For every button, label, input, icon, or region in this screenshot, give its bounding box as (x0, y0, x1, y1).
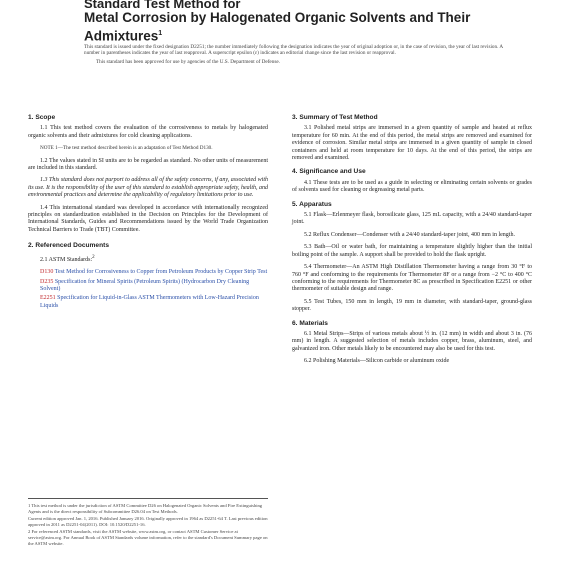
dod-approval-note: This standard has been approved for use by agencies of the U.S. Department of Defense. (96, 59, 280, 66)
document-title (84, 0, 524, 45)
reference-item[interactable] (40, 295, 268, 310)
footnote-1: 1 This test method is under the jurisdiction of ASTM Committee D26 on Halogenated Organic Solvents and Fire Extinguishing Agents and is the direct responsibility of Subcommittee D26.04 on Test Methods. (28, 503, 263, 514)
reference-title: Specification for Mineral Spirits (Petroleum Spirits) (Hydrocarbon Dry Cleaning Solvent) (40, 278, 250, 292)
section-materials-heading: 6. Materials (292, 319, 328, 327)
right-column (292, 114, 532, 371)
section-referenced-documents-heading: 2. Referenced Documents (28, 242, 109, 250)
paragraph-5-4: 5.4 Thermometer—An ASTM High Distillation Thermometer having a range from 30 °F to 760 °F and conforming to the requirements for Thermometer 8F or a range from −2 °C to 400 °C conforming to the requirements for Thermometer 8C as prescribed in Specification E2251 or other thermometer of suitable design and range. (292, 264, 532, 293)
reference-code: D235 (40, 278, 54, 285)
paragraph-1-4: 1.4 This international standard was developed in accordance with internationally recognized principles on standardization established in the Decision on Principles for the Development of International Standards, Guides and Recommendations issued by the World Trade Organization Technical Barriers to Trade (TBT) Committee. (28, 204, 268, 233)
footnotes (28, 498, 268, 548)
paragraph-3-1: 3.1 Polished metal strips are immersed in a given quantity of sample and heated at reflux temperature for 60 min. At the end of this period, the metal strips are removed and examined for evidence of corrosion. Similar metal strips are immersed in a given quantity of sample in closed containers and held at room temperature for 10 days. At the end of this period, the strips are removed and examined. (292, 125, 532, 162)
footnote-1-edition: Current edition approved Jan. 1, 2016. Published January 2016. Originally approved in 1964 as D2251-64 T. Last previous edition approved in 2011 as D2251-04(2011). DOI: 10.1520/D2251-16. (28, 516, 268, 527)
reference-list (40, 269, 268, 310)
paragraph-6-2: 6.2 Polishing Materials—Silicon carbide or aluminum oxide (304, 358, 450, 365)
paragraph-5-1: 5.1 Flask—Erlenmeyer flask, borosilicate glass, 125 mL capacity, with a 24/40 standard-taper joint. (292, 212, 532, 226)
reference-item[interactable] (40, 279, 268, 294)
section-summary-heading: 3. Summary of Test Method (292, 114, 378, 121)
title-footnote-marker: 1 (158, 30, 163, 37)
reference-title: Test Method for Corrosiveness to Copper from Petroleum Products by Copper Strip Test (54, 269, 268, 276)
footnote-2: 2 For referenced ASTM standards, visit the ASTM website, www.astm.org, or contact ASTM Customer Service at service@astm.org. For Annual Book of ASTM Standards volume information, refer to the standard's Document Summary page on the ASTM website. (28, 529, 268, 546)
title-main-line-2: Admixtures$^1$ (84, 28, 163, 44)
section-apparatus-heading: 5. Apparatus (292, 200, 332, 208)
title-main-line: Metal Corrosion by Halogenated Organic Solvents and Their (84, 10, 471, 25)
paragraph-1-1: 1.1 This test method covers the evaluation of the corrosiveness to metals by halogenated organic solvents and their admixtures for cold cleaning applications. (28, 125, 268, 139)
paragraph-2-1: 2.1 ASTM Standards:$^2$ (40, 254, 95, 263)
left-column (28, 114, 268, 313)
title-prefix: Standard Test Method for (84, 0, 241, 11)
section-scope-heading: 1. Scope (28, 114, 56, 121)
paragraph-4-1: 4.1 These tests are to be used as a guide in selecting or eliminating certain solvents or grades of solvents used for cleaning or degreasing metal parts. (292, 179, 532, 194)
paragraph-1-2: 1.2 The values stated in SI units are to be regarded as standard. No other units of measurement are included in this standard. (28, 157, 268, 172)
designation-note: This standard is issued under the fixed designation D2251; the number immediately following the designation indicates the year of original adoption or, in the case of revision, the year of last revision. A number in parentheses indicates the year of last reapproval. A superscript epsilon (ε) indicates an editorial change since the last revision or reapproval. (84, 44, 503, 57)
reference-code: D130 (40, 269, 54, 276)
note-1: NOTE 1—The test method described herein is an adaptation of Test Method D130. (40, 145, 213, 152)
paragraph-5-5: 5.5 Test Tubes, 150 mm in length, 19 mm in diameter, with standard-taper, ground-glass stopper. (292, 298, 532, 313)
reference-item[interactable] (40, 269, 268, 276)
section-significance-heading: 4. Significance and Use (292, 168, 366, 176)
paragraph-6-1: 6.1 Metal Strips—Strips of various metals about ½ in. (12 mm) in width and about 3 in. (76 mm) in length. A suggested selection of metals includes copper, brass, aluminum, steel, and galvanized iron. Other metals likely to be encountered may also be used for this test. (292, 330, 532, 352)
header-notes (84, 44, 504, 69)
paragraph-1-3: 1.3 This standard does not purport to address all of the safety concerns, if any, associated with its use. It is the responsibility of the user of this standard to establish appropriate safety, health, and environmental practices and determine the applicability of regulatory limitations prior to use. (28, 177, 268, 199)
reference-title: Specification for Liquid-in-Glass ASTM Thermometers with Low-Hazard Precision Liquids (40, 295, 259, 309)
reference-code: E2251 (40, 295, 56, 302)
paragraph-5-3: 5.3 Bath—Oil or water bath, for maintaining a temperature slightly higher than the initial boiling point of the sample. A support shall be provided to hold the flask upright. (292, 244, 532, 258)
paragraph-5-2: 5.2 Reflux Condenser—Condenser with a 24/40 standard-taper joint, 400 mm in length. (304, 231, 515, 238)
